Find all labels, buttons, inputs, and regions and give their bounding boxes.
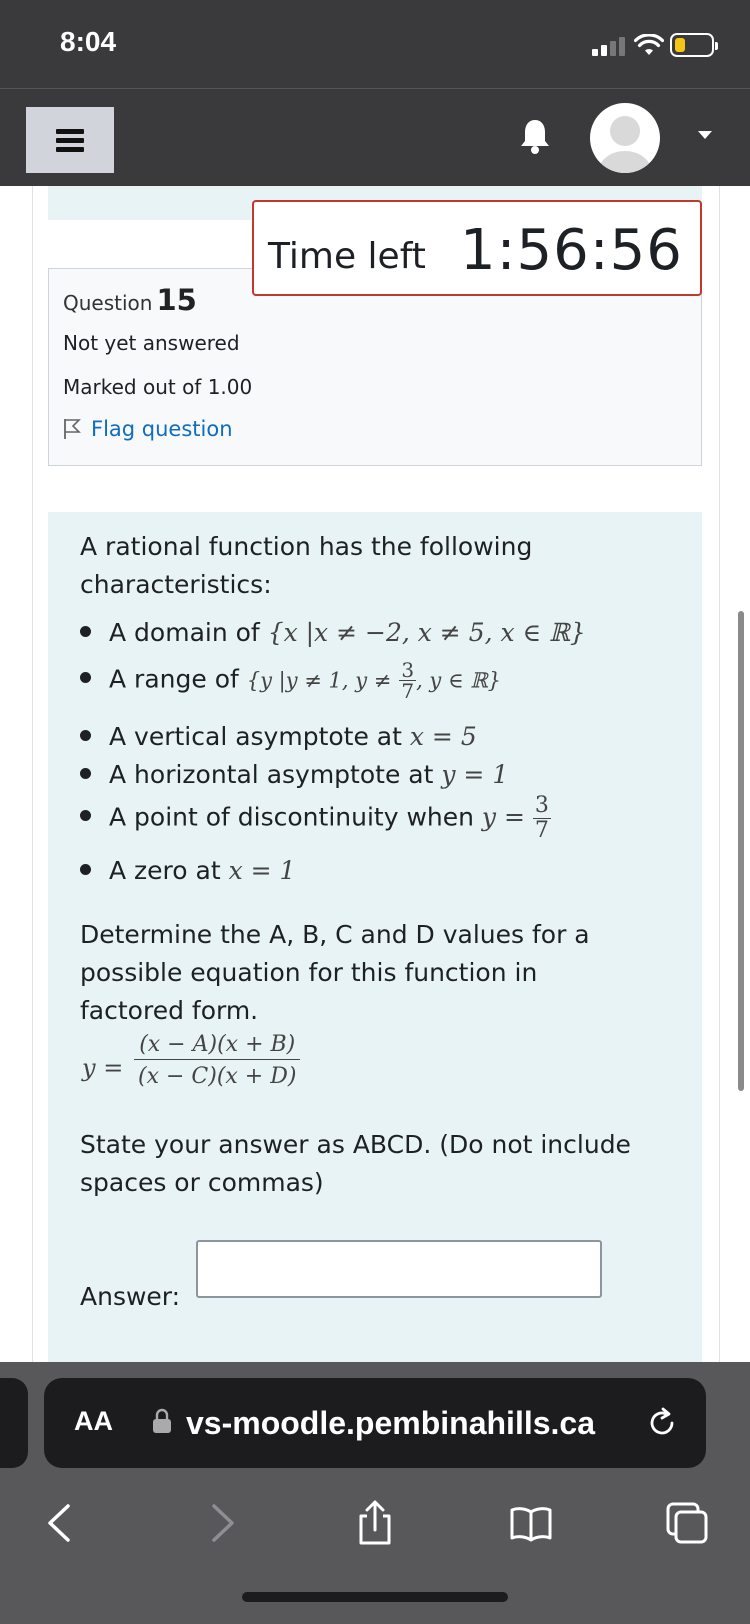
- status-time: 8:04: [60, 26, 117, 57]
- browser-toolbar: [0, 1362, 750, 1624]
- previous-tab-edge[interactable]: [0, 1378, 28, 1468]
- equation-lhs: y =: [82, 1054, 124, 1082]
- timer-label: Time left: [268, 236, 426, 277]
- question-determine-text: Determine the A, B, C and D values for a possible equation for this function in factored form.: [80, 920, 590, 1025]
- zero-math: x = 1: [228, 856, 296, 885]
- lock-icon: [152, 1408, 172, 1434]
- tabs-icon[interactable]: [664, 1500, 710, 1546]
- pod-math: y =: [481, 802, 525, 832]
- question-info: [48, 268, 702, 466]
- question-state: Not yet answered: [63, 331, 240, 355]
- address-bar[interactable]: [44, 1378, 706, 1468]
- cellular-signal-icon: [592, 36, 628, 56]
- ha-math: y = 1: [441, 760, 509, 789]
- domain-math: {x |x ≠ −2, x ≠ 5, x ∈ ℝ}: [267, 618, 586, 647]
- flag-question-label: Flag question: [91, 417, 233, 441]
- bullet-vertical-asymptote: A vertical asymptote at x = 5: [80, 722, 477, 751]
- status-bar: [0, 0, 750, 88]
- range-math: {y |y ≠ 1, y ≠: [246, 668, 392, 693]
- va-math: x = 5: [409, 722, 477, 751]
- question-intro: A rational function has the following characteristics:: [80, 532, 533, 599]
- home-indicator: [242, 1592, 508, 1602]
- reader-options-button[interactable]: AA: [74, 1406, 113, 1436]
- wifi-icon: [634, 34, 664, 56]
- question-formulation: [48, 512, 702, 1362]
- bullet-point-of-discontinuity: A point of discontinuity when y = $\frac{3}{7}$: [80, 794, 551, 843]
- bullet-range: A range of {y |y ≠ 1, y ≠ $\frac{3}{7}$ , y ∈ ℝ}: [80, 660, 501, 701]
- equation-denominator: (x − C)(x + D): [134, 1059, 300, 1089]
- page-scrollbar[interactable]: [738, 611, 744, 1091]
- user-silhouette-icon: [590, 103, 660, 173]
- bullet-horizontal-asymptote: A horizontal asymptote at y = 1: [80, 760, 508, 789]
- url-text[interactable]: vs-moodle.pembinahills.ca: [186, 1405, 595, 1441]
- question-grade: Marked out of 1.00: [63, 375, 253, 399]
- user-menu-caret-icon[interactable]: [698, 131, 712, 139]
- battery-level: [675, 38, 685, 52]
- pod-fraction: $\frac{3}{7}$: [534, 793, 549, 843]
- flag-icon: [63, 418, 81, 440]
- menu-button[interactable]: [26, 107, 114, 173]
- user-avatar[interactable]: [590, 103, 660, 173]
- question-number: Question 15: [63, 283, 197, 317]
- top-navbar: [0, 88, 750, 187]
- equation-numerator: (x − A)(x + B): [139, 1032, 296, 1057]
- bullet-zero: A zero at x = 1: [80, 856, 295, 885]
- notification-bell-icon[interactable]: [518, 117, 552, 155]
- range-fraction: $\frac{3}{7}$: [401, 658, 415, 703]
- hamburger-icon: [56, 129, 84, 134]
- battery-icon: [670, 33, 714, 57]
- back-arrow-icon[interactable]: [38, 1500, 84, 1546]
- timer-value: 1:56:56: [460, 218, 683, 283]
- share-icon[interactable]: [352, 1500, 398, 1546]
- question-instruction: State your answer as ABCD. (Do not include spaces or commas): [80, 1130, 631, 1197]
- answer-input[interactable]: [196, 1240, 602, 1298]
- flag-question-link[interactable]: [63, 417, 233, 441]
- page-content: [0, 186, 750, 1362]
- quiz-timer: [252, 200, 702, 296]
- bullet-domain: A domain of {x |x ≠ −2, x ≠ 5, x ∈ ℝ}: [80, 618, 586, 647]
- equation-template: [82, 1030, 342, 1120]
- bookmarks-icon[interactable]: [508, 1500, 554, 1546]
- question-number-value: 15: [156, 283, 197, 317]
- reload-icon[interactable]: [646, 1406, 680, 1440]
- forward-arrow-icon[interactable]: [198, 1500, 244, 1546]
- answer-label: Answer:: [80, 1282, 181, 1311]
